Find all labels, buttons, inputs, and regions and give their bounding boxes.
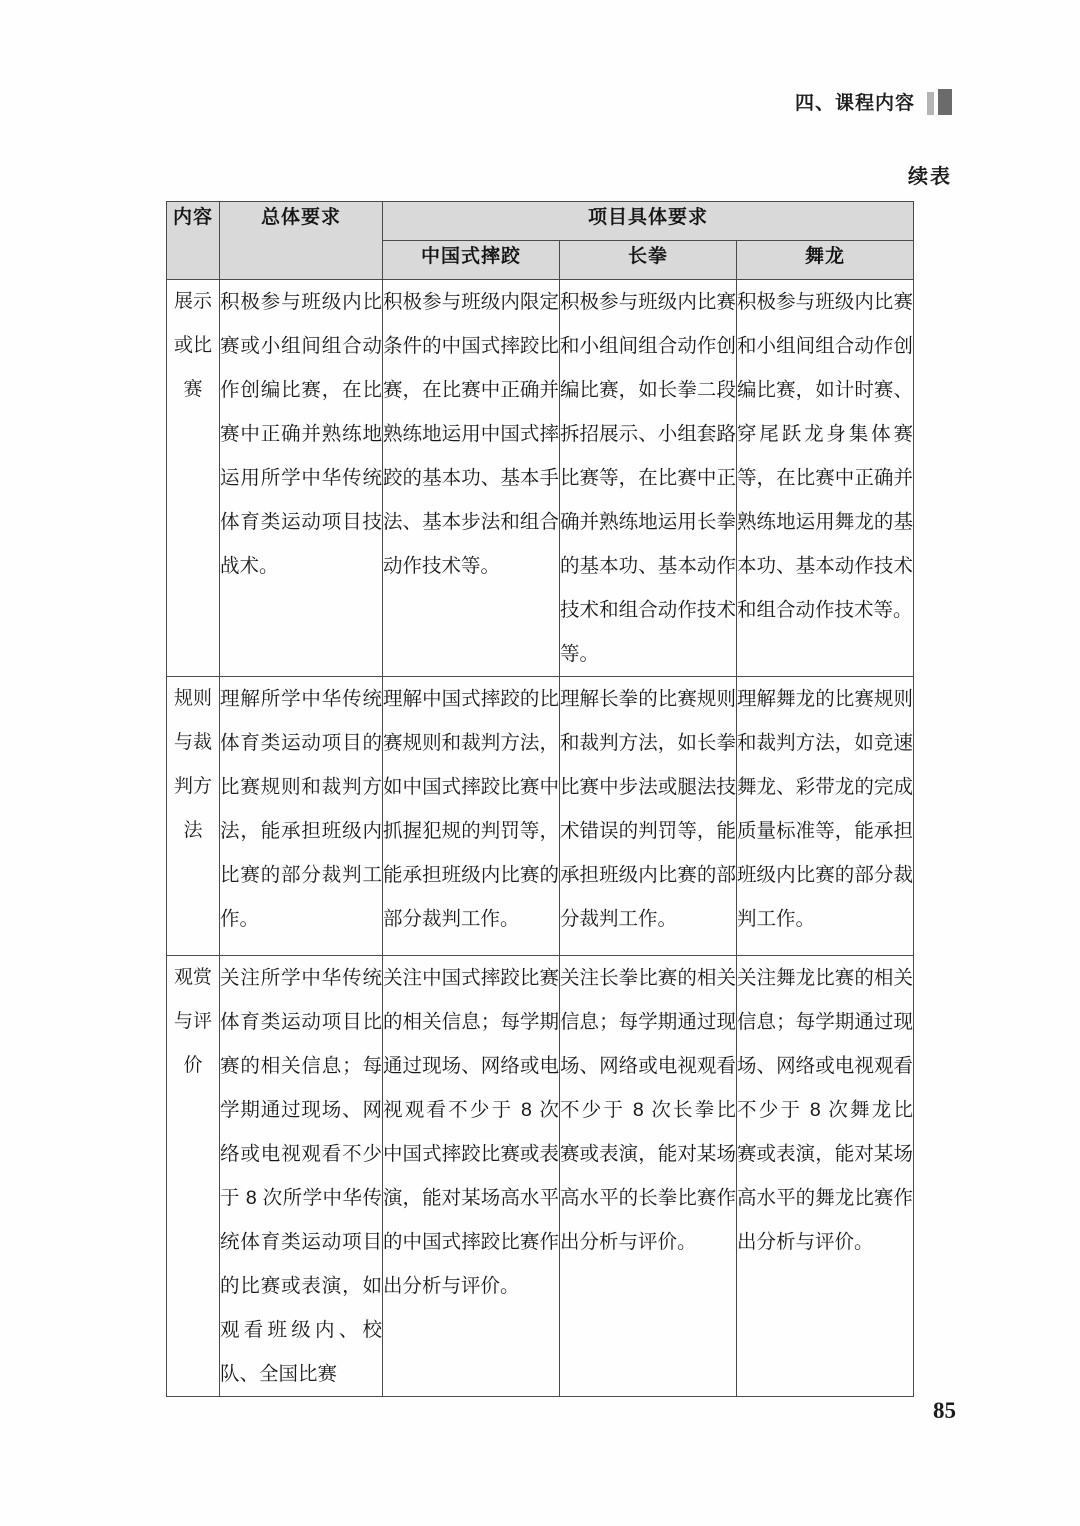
cell-text: 积极参与班级内比赛和小组间组合动作创编比赛，如计时赛、穿尾跃龙身集体赛等，在比赛中正确并熟练地运用舞龙的基本功、基本动作技术和组合动作技术等。 xyxy=(737,291,913,621)
cell-text: 积极参与班级内比赛和小组间组合动作创编比赛，如长拳二段拆招展示、小组套路比赛等，在比赛中正确并熟练地运用长拳的基本功、基本动作技术和组合动作技术等。 xyxy=(560,291,736,665)
decorative-bar-light-icon xyxy=(927,92,934,115)
cell-text: 理解舞龙的比赛规则和裁判方法，如竞速舞龙、彩带龙的完成质量标准等，能承担班级内比赛的部分裁判工作。 xyxy=(737,688,913,930)
row-label-rules-and-refereeing: 规则与裁判方法 xyxy=(167,677,220,956)
column-header-group-project-requirements: 项目具体要求 xyxy=(383,202,914,241)
cell-overall-requirement xyxy=(220,956,383,1397)
table-row xyxy=(167,677,914,956)
cell-dragon-dance xyxy=(737,280,914,677)
table-header-row-1 xyxy=(167,202,914,241)
cell-chinese-wrestling xyxy=(383,280,560,677)
row-label-appreciation-and-evaluation: 观赏与评价 xyxy=(167,956,220,1397)
cell-text: 积极参与班级内比赛或小组间组合动作创编比赛，在比赛中正确并熟练地运用所学中华传统体育类运动项目技战术。 xyxy=(220,291,382,577)
table-caption: 续表 xyxy=(908,166,952,188)
cell-text: 关注长拳比赛的相关信息；每学期通过现场、网络或电视观看不少于 8 次长拳比赛或表演，能对某场高水平的长拳比赛作出分析与评价。 xyxy=(560,967,736,1253)
cell-text: 理解长拳的比赛规则和裁判方法，如长拳比赛中步法或腿法技术错误的判罚等，能承担班级内比赛的部分裁判工作。 xyxy=(560,688,736,930)
curriculum-table-container xyxy=(166,201,914,1397)
table-row xyxy=(167,280,914,677)
cell-text: 关注所学中华传统体育类运动项目比赛的相关信息；每学期通过现场、网络或电视观看不少于 8 次所学中华传统体育类运动项目的比赛或表演，如观看班级内、校队、全国比赛 xyxy=(220,967,382,1385)
cell-text: 关注中国式摔跤比赛的相关信息；每学期通过现场、网络或电视观看不少于 8 次中国式摔跤比赛或表演，能对某场高水平的中国式摔跤比赛作出分析与评价。 xyxy=(383,967,559,1297)
running-head xyxy=(795,88,952,115)
cell-dragon-dance xyxy=(737,956,914,1397)
cell-changquan xyxy=(560,677,737,956)
cell-changquan xyxy=(560,956,737,1397)
cell-text: 理解中国式摔跤的比赛规则和裁判方法，如中国式摔跤比赛中抓握犯规的判罚等，能承担班级内比赛的部分裁判工作。 xyxy=(383,688,559,930)
cell-overall-requirement xyxy=(220,280,383,677)
cell-chinese-wrestling xyxy=(383,956,560,1397)
cell-overall-requirement xyxy=(220,677,383,956)
cell-changquan xyxy=(560,280,737,677)
column-header-chinese-wrestling: 中国式摔跤 xyxy=(383,241,560,280)
decorative-bar-dark-icon xyxy=(938,89,952,115)
cell-text: 关注舞龙比赛的相关信息；每学期通过现场、网络或电视观看不少于 8 次舞龙比赛或表演，能对某场高水平的舞龙比赛作出分析与评价。 xyxy=(737,967,913,1253)
cell-chinese-wrestling xyxy=(383,677,560,956)
table-body xyxy=(167,280,914,1397)
running-head-title: 四、课程内容 xyxy=(794,93,915,114)
running-head-decoration xyxy=(927,89,952,115)
column-header-overall-requirement: 总体要求 xyxy=(220,202,383,280)
cell-dragon-dance xyxy=(737,677,914,956)
curriculum-table xyxy=(166,201,914,1397)
row-label-demonstration-or-competition: 展示或比赛 xyxy=(167,280,220,677)
cell-text: 积极参与班级内限定条件的中国式摔跤比赛，在比赛中正确并熟练地运用中国式摔跤的基本功、基本手法、基本步法和组合动作技术等。 xyxy=(383,291,559,577)
column-header-dragon-dance: 舞龙 xyxy=(737,241,914,280)
column-header-content: 内容 xyxy=(167,202,220,280)
column-header-changquan: 长拳 xyxy=(560,241,737,280)
page-number: 85 xyxy=(933,1398,956,1423)
cell-text: 理解所学中华传统体育类运动项目的比赛规则和裁判方法，能承担班级内比赛的部分裁判工作。 xyxy=(220,688,382,930)
table-row xyxy=(167,956,914,1397)
table-header xyxy=(167,202,914,280)
